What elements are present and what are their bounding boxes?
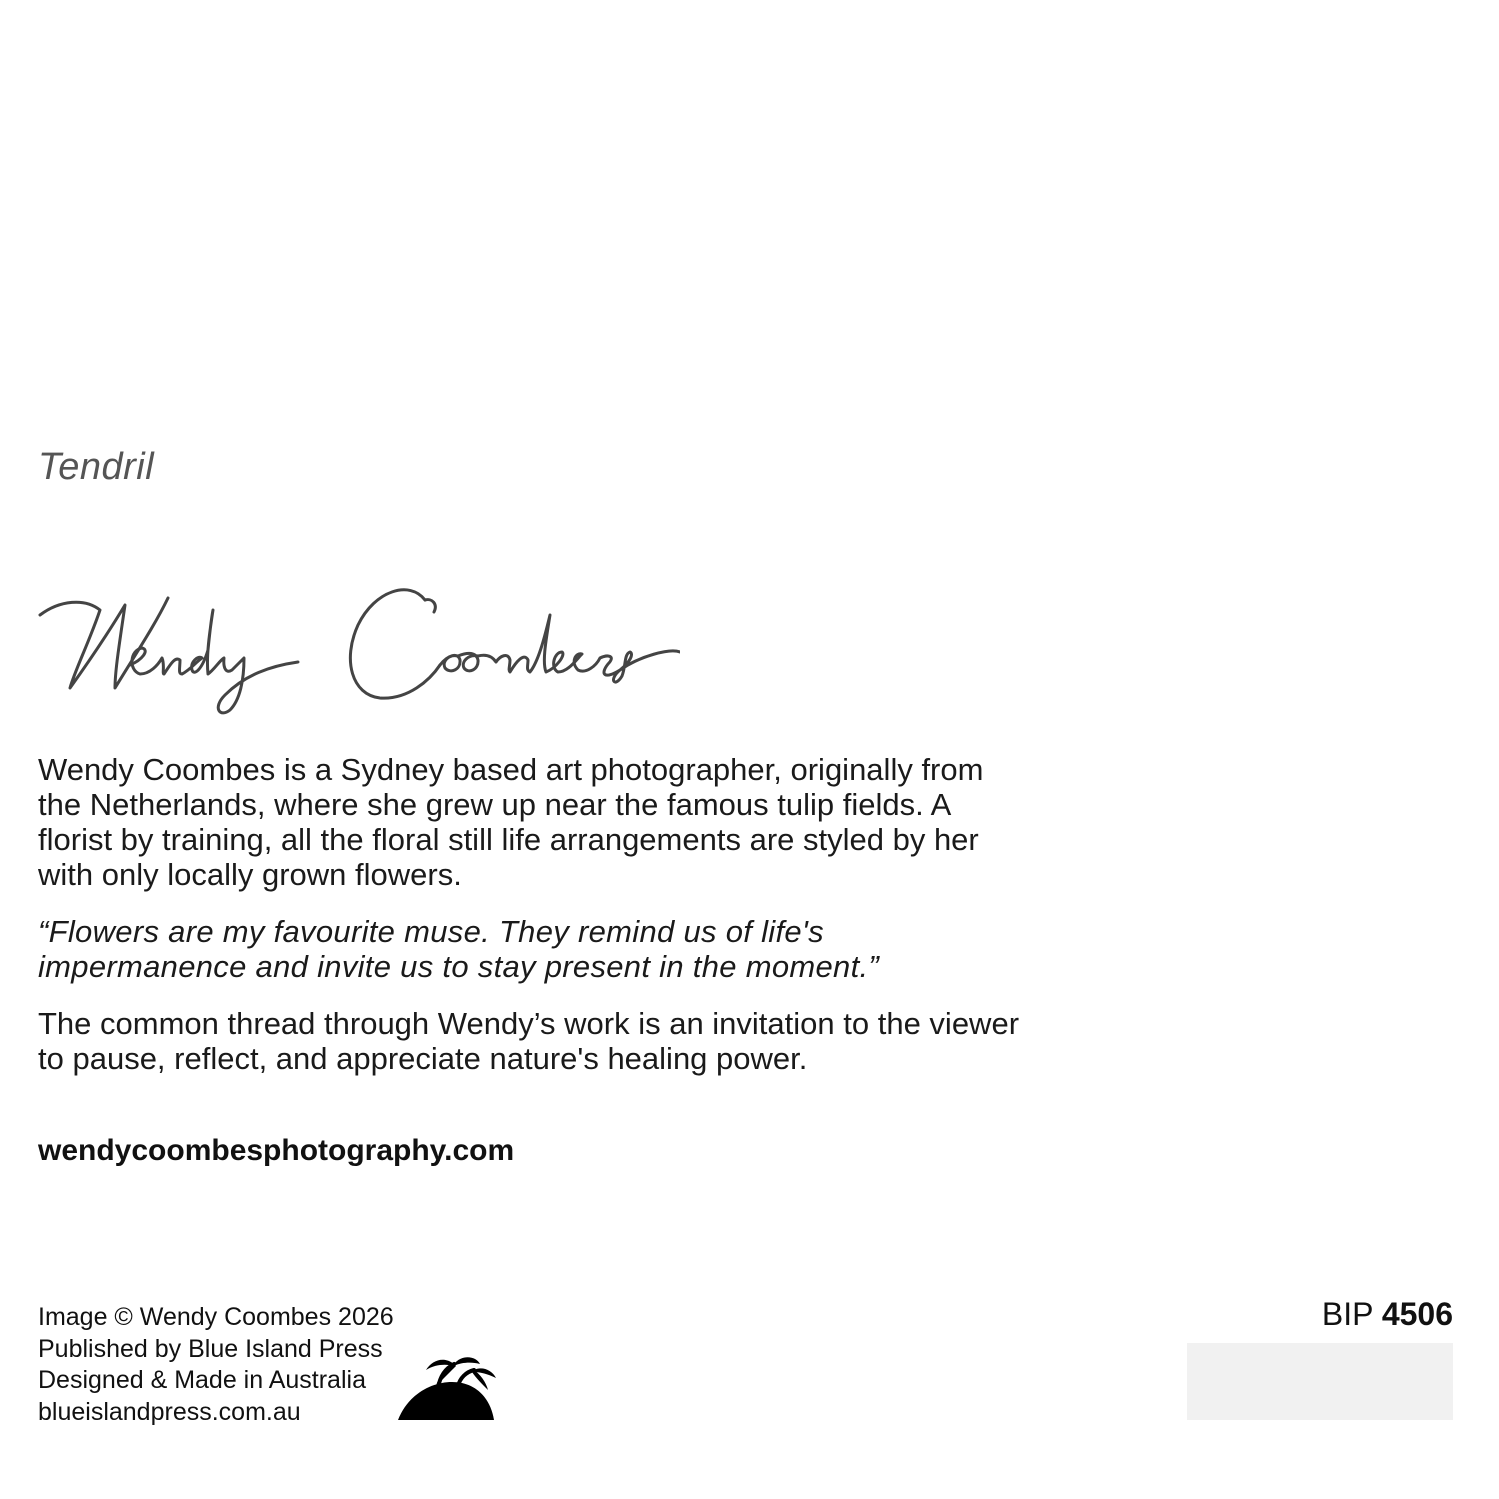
publisher-website-link[interactable]: blueislandpress.com.au <box>38 1397 301 1426</box>
publisher-name: Published by Blue Island Press <box>38 1334 383 1363</box>
product-code-number: 4506 <box>1381 1296 1453 1332</box>
bio-paragraph: Wendy Coombes is a Sydney based art photographer, originally from the Netherlands, where she grew up near the famous tulip fields. A florist by training, all the floral still life arrangements are styled by her with only locally grown flowers. <box>38 752 984 892</box>
image-copyright: Image © Wendy Coombes 2026 <box>38 1303 394 1331</box>
artist-website-link[interactable]: wendycoombesphotography.com <box>38 1134 515 1167</box>
island-palm-tree-icon <box>396 1354 498 1422</box>
artwork-title: Tendril <box>38 446 155 488</box>
barcode-placeholder <box>1187 1343 1453 1420</box>
signature-wendy-coombes <box>30 570 680 720</box>
product-code <box>1322 1296 1453 1333</box>
product-code-prefix: BIP <box>1321 1296 1373 1332</box>
made-in: Designed & Made in Australia <box>38 1366 366 1394</box>
artist-bio <box>38 752 1028 1076</box>
artist-quote: “Flowers are my favourite muse. They remind us of life's impermanence and invite us to stay present in the moment.” <box>38 914 880 984</box>
publisher-credits <box>38 1302 394 1428</box>
bio-paragraph: The common thread through Wendy’s work is an invitation to the viewer to pause, reflect, and appreciate nature's healing power. <box>38 1006 1020 1076</box>
